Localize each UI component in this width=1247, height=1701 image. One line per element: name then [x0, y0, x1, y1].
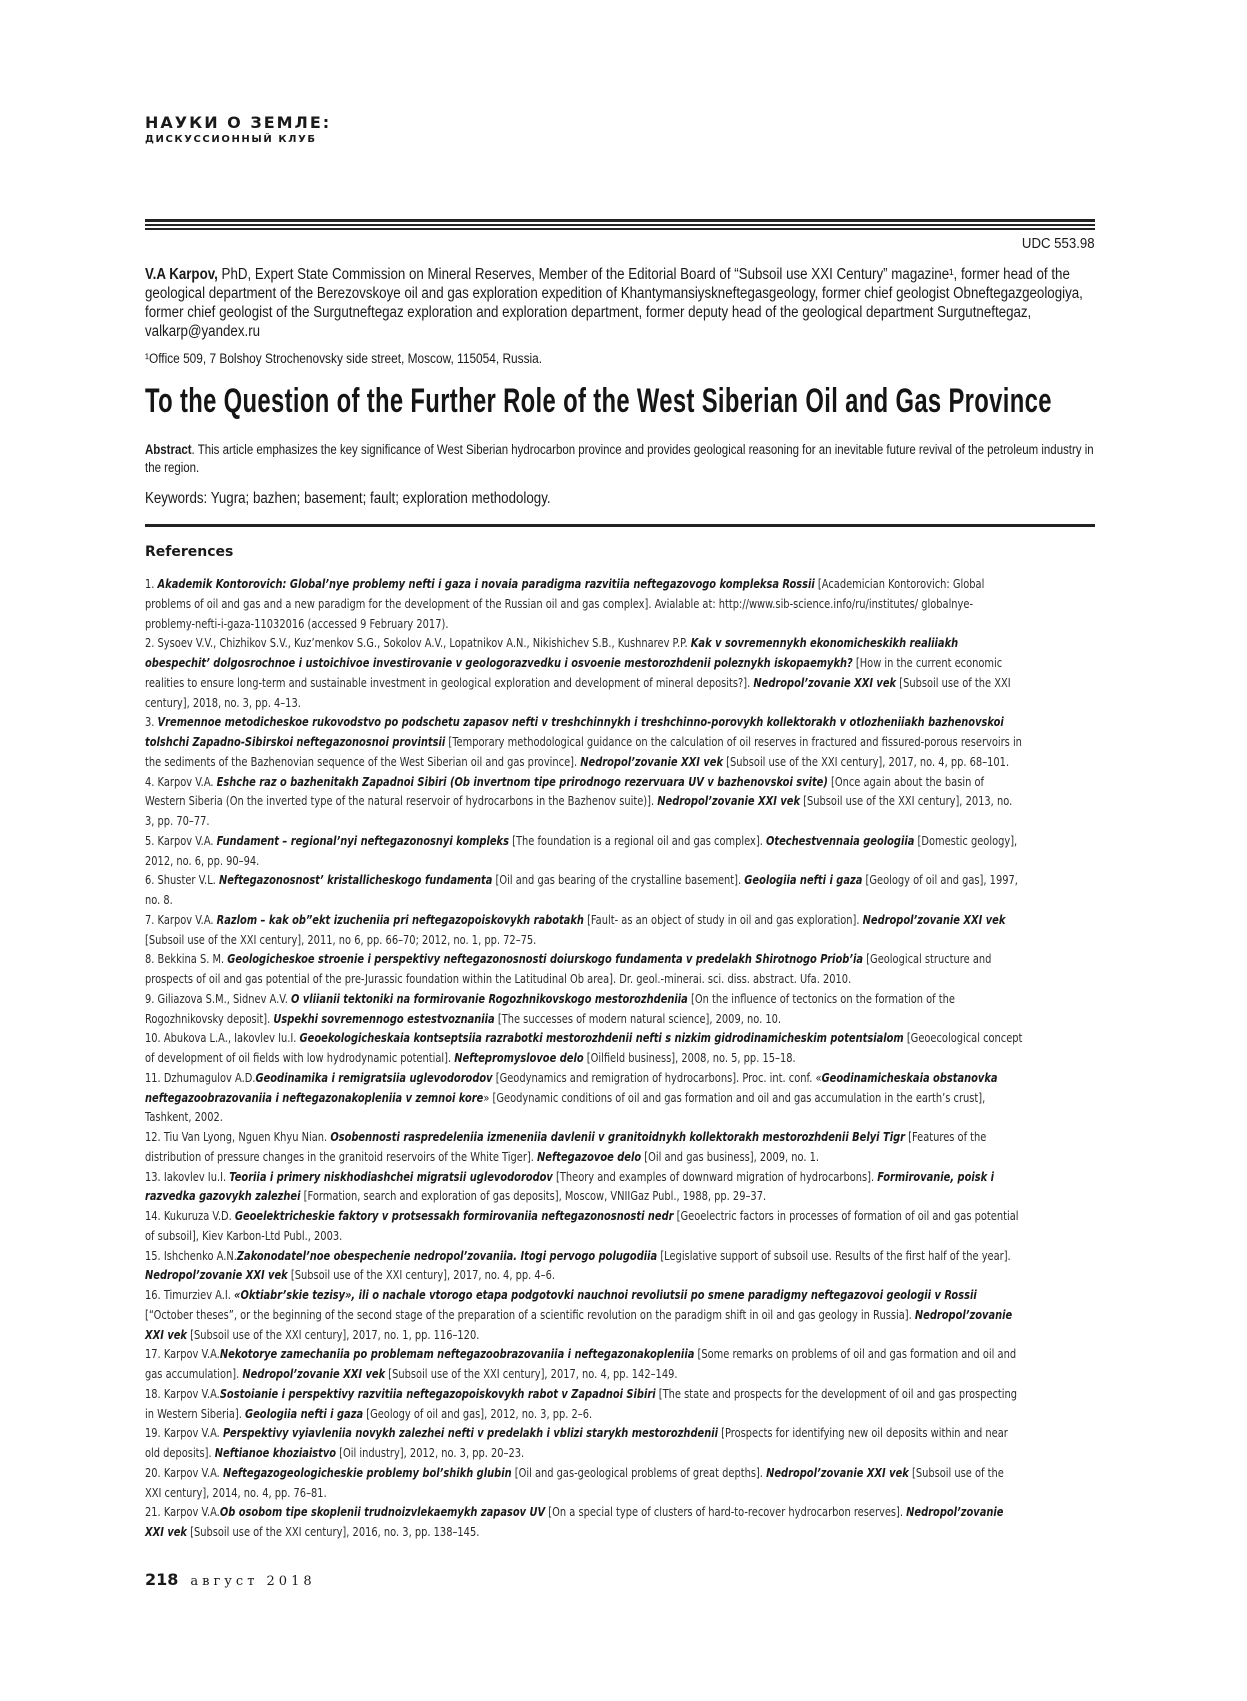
section-header: [145, 113, 331, 145]
author-name: V.A Karpov,: [145, 266, 218, 283]
reference-text: [Oil and gas-geological problems of great depths].: [511, 1465, 767, 1480]
reference-title: Nedropol’zovanie XXI vek: [145, 1307, 1013, 1342]
reference-text: [Subsoil use of the XXI century], 2017, no. 4, pp. 4–6.: [287, 1268, 556, 1283]
divider: [145, 524, 1095, 527]
reference-title: Geoelektricheskie faktory v protsessakh formirovaniia neftegazonosnosti nedr: [234, 1209, 674, 1223]
reference-item: [145, 950, 1023, 990]
reference-title: Geodinamicheskaia obstanovka neftegazoobrazovaniia i neftegazonakopleniia v zemnoi kore: [145, 1070, 998, 1105]
reference-text: [On the influence of tectonics on the formation of the Rogozhnikovsky deposit].: [145, 991, 955, 1026]
reference-item: [145, 1247, 1023, 1287]
reference-text: [Domestic geology], 2012, no. 6, pp. 90–94.: [145, 833, 1018, 868]
page-footer: [145, 1570, 316, 1590]
keywords-label: Keywords:: [145, 490, 208, 507]
reference-text: 1.: [145, 577, 158, 591]
reference-item: [145, 1207, 1023, 1247]
reference-text: [Legislative support of subsoil use. Results of the first half of the year].: [657, 1248, 1011, 1263]
page-number: 218: [145, 1570, 179, 1589]
reference-title: Sostoianie i perspektivy razvitiia neftegazopoiskovykh rabot v Zapadnoi Sibiri: [219, 1386, 656, 1401]
reference-text: 3.: [145, 715, 158, 730]
reference-title: Akademik Kontorovich: Global’nye problemy nefti i gaza i novaia paradigma razvitiia neftegazovogo kompleksa Rossii: [157, 577, 815, 591]
abstract: [145, 441, 1097, 477]
reference-title: Nedropol’zovanie XXI vek: [242, 1367, 386, 1381]
reference-text: [The foundation is a regional oil and gas complex].: [508, 833, 766, 848]
reference-text: [The state and prospects for the development of oil and gas prospecting in Western Siberia].: [145, 1386, 1018, 1421]
reference-title: Neftianoe khoziaistvo: [214, 1446, 337, 1460]
header-rule-1: [145, 219, 1095, 222]
reference-title: Nedropol’zovanie XXI vek: [657, 794, 801, 809]
author-bio: PhD, Expert State Commission on Mineral Reserves, Member of the Editorial Board of “Subsoil use XXI Century” magazine¹, former head of the geological department of the Berezovskoye oil and gas exploration expedition of Khantymansiyskneftegasgeology, former chief geologist Obneftegazgeologiya, former chief geologist of the Surgutneftegaz exploration and exploration department, former deputy head of the geological department Surgutneftegaz, valkarp@yandex.ru: [145, 266, 1083, 340]
reference-text: 14. Kukuruza V.D.: [145, 1209, 235, 1223]
reference-title: Geologiia nefti i gaza: [744, 873, 863, 888]
reference-title: Geodinamika i remigratsiia uglevodorodov: [255, 1070, 493, 1085]
reference-text: [Geoelectric factors in processes of formation of oil and gas potential of subsoil], Kiev Karbon-Ltd Publ., 2003.: [145, 1209, 1019, 1243]
reference-text: [Subsoil use of the XXI century], 2013, no. 3, pp. 70–77.: [145, 794, 1013, 828]
keywords-text: Yugra; bazhen; basement; fault; exploration methodology.: [207, 490, 551, 507]
reference-text: [Oil industry], 2012, no. 3, pp. 20–23.: [336, 1446, 525, 1460]
section-subtitle: ДИСКУССИОННЫЙ КЛУБ: [145, 134, 317, 145]
abstract-label: Abstract: [145, 442, 192, 457]
reference-item: [145, 1128, 1023, 1168]
reference-title: Nedropol’zovanie XXI vek: [580, 754, 724, 769]
abstract-text: . This article emphasizes the key significance of West Siberian hydrocarbon province and provides geological reasoning for an inevitable future revival of the petroleum industry in the region.: [145, 442, 1094, 475]
reference-text: [Theory and examples of downward migration of hydrocarbons].: [552, 1169, 878, 1184]
reference-text: [Subsoil use of the XXI century], 2016, no. 3, pp. 138–145.: [186, 1525, 480, 1539]
reference-text: [“October theses”, or the beginning of the second stage of the preparation of a scientific revolution on the paradigm shift in oil and gas geology in Russia].: [145, 1307, 915, 1322]
reference-text: [Academician Kontorovich: Global problems of oil and gas and a new paradigm for the development of the Russian oil and gas complex]. Avialable at: http://www.sib-science.info/ru/institutes/ globalnye-problemy-nefti-i-gaza-11032016 (accessed 9 February 2017).: [145, 577, 985, 631]
reference-text: 2. Sysoev V.V., Chizhikov S.V., Kuz’menkov S.G., Sokolov A.V., Lopatnikov A.N., Nikishichev S.B., Kushnarev P.P.: [145, 636, 691, 651]
reference-text: [How in the current economic realities to ensure long-term and sustainable investment in geological exploration and development of mineral deposits?].: [145, 656, 1003, 690]
reference-item: [145, 1286, 1023, 1345]
reference-title: Neftegazogeologicheskie problemy bol’shikh glubin: [222, 1465, 512, 1480]
reference-title: Ob osobom tipe skoplenii trudnoizvlekaemykh zapasov UV: [219, 1505, 546, 1520]
reference-item: [145, 911, 1023, 951]
reference-item: [145, 832, 1023, 872]
reference-text: 17. Karpov V.A.: [145, 1347, 220, 1362]
reference-text: 6. Shuster V.L.: [145, 873, 219, 888]
reference-title: Otechestvennaia geologiia: [765, 833, 915, 848]
reference-text: [Geology of oil and gas], 2012, no. 3, pp. 2–6.: [363, 1406, 593, 1421]
reference-title: Teoriia i primery niskhodiashchei migratsii uglevodorodov: [229, 1169, 553, 1184]
reference-text: [Subsoil use of the XXI century], 2017, no. 4, pp. 142–149.: [385, 1367, 678, 1381]
reference-text: 21. Karpov V.A.: [145, 1505, 220, 1520]
reference-text: 19. Karpov V.A.: [145, 1426, 223, 1441]
reference-item: [145, 1069, 1023, 1128]
reference-text: 9. Giliazova S.M., Sidnev A.V.: [145, 991, 292, 1006]
reference-text: 18. Karpov V.A.: [145, 1386, 220, 1401]
header-rules: [145, 219, 1095, 232]
section-title: НАУКИ О ЗЕМЛЕ:: [145, 113, 332, 132]
references-heading: References: [145, 544, 234, 560]
reference-text: [Formation, search and exploration of gas deposits], Moscow, VNIIGaz Publ., 1988, pp. 29–37.: [300, 1189, 767, 1204]
reference-title: Neftegazonosnost’ kristallicheskogo fundamenta: [218, 873, 493, 888]
reference-text: 11. Dzhumagulov A.D.: [145, 1070, 256, 1085]
reference-item: [145, 1345, 1023, 1385]
reference-text: 10. Abukova L.A., Iakovlev Iu.I.: [145, 1031, 300, 1046]
reference-title: Uspekhi sovremennogo estestvoznaniia: [273, 1011, 495, 1026]
reference-title: O vliianii tektoniki na formirovanie Rogozhnikovskogo mestorozhdeniia: [291, 991, 688, 1006]
reference-item: [145, 634, 1023, 713]
reference-text: [Fault- as an object of study in oil and gas exploration].: [583, 912, 863, 927]
reference-text: [Geology of oil and gas], 1997, no. 8.: [145, 873, 1018, 907]
reference-text: [Once again about the basin of Western Siberia (On the inverted type of the natural reservoir of hydrocarbons in the Bazhenov suite)].: [145, 774, 984, 809]
keywords: [145, 490, 551, 508]
reference-title: Perspektivy vyiavleniia novykh zalezhei nefti v predelakh i vblizi starykh mestorozhdenii: [222, 1426, 718, 1441]
reference-text: 12. Tiu Van Lyong, Nguen Khyu Nian.: [145, 1130, 331, 1144]
reference-title: Zakonodatel’noe obespechenie nedropol’zovaniia. Itogi pervogo polugodiia: [236, 1248, 658, 1263]
article-title: To the Question of the Further Role of the West Siberian Oil and Gas Province: [145, 382, 1052, 420]
reference-text: [Some remarks on problems of oil and gas formation and oil and gas accumulation].: [145, 1347, 1017, 1381]
reference-title: Geoekologicheskaia kontseptsiia razrabotki mestorozhdenii nefti s nizkim gidrodinamicheskim potentsialom: [299, 1031, 904, 1046]
reference-text: 16. Timurziev A.I.: [145, 1288, 235, 1302]
reference-text: 4. Karpov V.A.: [145, 774, 217, 789]
reference-text: [Subsoil use of the XXI century], 2017, no. 4, pp. 68–101.: [723, 754, 1010, 769]
reference-text: [Temporary methodological guidance on the calculation of oil reserves in fractured and fissured-porous reservoirs in the sediments of the Bazhenovian sequence of the West Siberian oil and gas province].: [145, 735, 1022, 769]
reference-title: Fundament – regional’nyi neftegazonosnyi kompleks: [216, 833, 509, 848]
reference-text: [Oilfield business], 2008, no. 5, pp. 15–18.: [583, 1051, 796, 1065]
reference-item: [145, 1029, 1023, 1069]
reference-text: [Oil and gas business], 2009, no. 1.: [641, 1149, 820, 1164]
reference-item: [145, 713, 1023, 772]
reference-text: 7. Karpov V.A.: [145, 912, 217, 927]
reference-item: [145, 773, 1023, 832]
reference-text: [Oil and gas bearing of the crystalline basement].: [492, 873, 745, 888]
author-footnote: ¹Office 509, 7 Bolshoy Strochenovsky side street, Moscow, 115054, Russia.: [145, 351, 543, 366]
reference-text: 15. Ishchenko A.N.: [145, 1248, 237, 1263]
reference-title: Geologicheskoe stroenie i perspektivy neftegazonosnosti doiurskogo fundamenta v predelakh Shirotnogo Priob’ia: [227, 952, 864, 967]
reference-title: Nedropol’zovanie XXI vek: [862, 912, 1006, 927]
reference-title: Formirovanie, poisk i razvedka gazovykh zalezhei: [145, 1169, 995, 1204]
reference-text: [Geological structure and prospects of oil and gas potential of the pre-Jurassic foundation within the Latitudinal Ob area]. Dr. geol.-minerai. sci. diss. abstract. Ufa. 2010.: [145, 952, 992, 986]
reference-text: [Geodynamics and remigration of hydrocarbons]. Proc. int. conf. «: [492, 1070, 822, 1085]
reference-title: Nedropol’zovanie XXI vek: [766, 1465, 909, 1480]
reference-item: [145, 1503, 1023, 1543]
reference-text: [Prospects for identifying new oil deposits within and near old deposits].: [145, 1426, 1008, 1460]
header-rule-3: [145, 228, 1095, 230]
reference-text: 8. Bekkina S. M.: [145, 952, 228, 967]
reference-title: Nekotorye zamechaniia po problemam neftegazoobrazovaniia i neftegazonakopleniia: [219, 1347, 695, 1362]
references-list: [145, 575, 1023, 1543]
reference-item: [145, 575, 1023, 634]
reference-title: Geologiia nefti i gaza: [245, 1406, 364, 1421]
reference-title: Osobennosti raspredeleniia izmeneniia davlenii v granitoidnykh kollektorakh mestorozhdenii Belyi Tigr: [330, 1130, 906, 1144]
reference-text: [Geoecological concept of development of oil fields with low hydrodynamic potential].: [145, 1031, 1023, 1065]
reference-text: 5. Karpov V.A.: [145, 833, 217, 848]
reference-text: [Subsoil use of the XXI century], 2011, no 6, pp. 66–70; 2012, no. 1, pp. 72–75.: [145, 932, 537, 947]
reference-text: 13. Iakovlev Iu.I.: [145, 1169, 230, 1184]
reference-title: Neftepromyslovoe delo: [454, 1051, 584, 1065]
reference-text: [The successes of modern natural science], 2009, no. 10.: [494, 1011, 782, 1026]
header-rule-2: [145, 224, 1095, 226]
reference-item: [145, 1385, 1023, 1425]
reference-item: [145, 990, 1023, 1030]
reference-text: » [Geodynamic conditions of oil and gas formation and oil and gas accumulation in the earth’s crust], Tashkent, 2002.: [145, 1090, 986, 1125]
reference-title: Eshche raz o bazhenitakh Zapadnoi Sibiri (Ob invertnom tipe prirodnogo rezervuara UV v bazhenovskoi svite): [216, 774, 828, 789]
reference-item: [145, 1424, 1023, 1464]
reference-text: [Subsoil use of the XXI century], 2014, no. 4, pp. 76–81.: [145, 1465, 1004, 1500]
reference-title: Vremennoe metodicheskoe rukovodstvo po podschetu zapasov nefti v treshchinnykh i treshchinno-porovykh kollektorakh v otlozheniiakh bazhenovskoi tolshchi Zapadno-Sibirskoi neftegazonosnoi provintsii: [145, 715, 1004, 749]
reference-title: «Oktiabr’skie tezisy», ili o nachale vtorogo etapa podgotovki nauchnoi revoliutsii po smene paradigmy neftegazovoi geologii v Rossii: [234, 1288, 977, 1302]
udc-code: UDC 553.98: [1022, 235, 1095, 252]
reference-text: 20. Karpov V.A.: [145, 1465, 223, 1480]
reference-text: [Features of the distribution of pressure changes in the granitoid reservoirs of the White Tiger].: [145, 1130, 987, 1164]
reference-title: Nedropol’zovanie XXI vek: [145, 1505, 1004, 1539]
reference-text: [Subsoil use of the XXI century], 2018, no. 3, pp. 4–13.: [145, 675, 1011, 710]
reference-title: Nedropol’zovanie XXI vek: [753, 675, 897, 690]
reference-title: Razlom – kak ob”ekt izucheniia pri neftegazopoiskovykh rabotakh: [216, 912, 584, 927]
reference-text: [Subsoil use of the XXI century], 2017, no. 1, pp. 116–120.: [186, 1327, 480, 1342]
reference-item: [145, 1168, 1023, 1208]
author-info: [145, 265, 1100, 341]
issue-date: август 2018: [190, 1574, 316, 1589]
reference-text: [On a special type of clusters of hard-to-recover hydrocarbon reserves].: [545, 1505, 907, 1520]
reference-item: [145, 1464, 1023, 1504]
reference-title: Nedropol’zovanie XXI vek: [145, 1268, 288, 1283]
reference-title: Neftegazovoe delo: [537, 1149, 642, 1164]
reference-title: Kak v sovremennykh ekonomicheskikh realiiakh obespechit’ dolgosrochnoe i ustoichivoe investirovanie v geologorazvedku i osvoenie mestorozhdenii poleznykh iskopaemykh?: [145, 636, 959, 670]
reference-item: [145, 871, 1023, 911]
